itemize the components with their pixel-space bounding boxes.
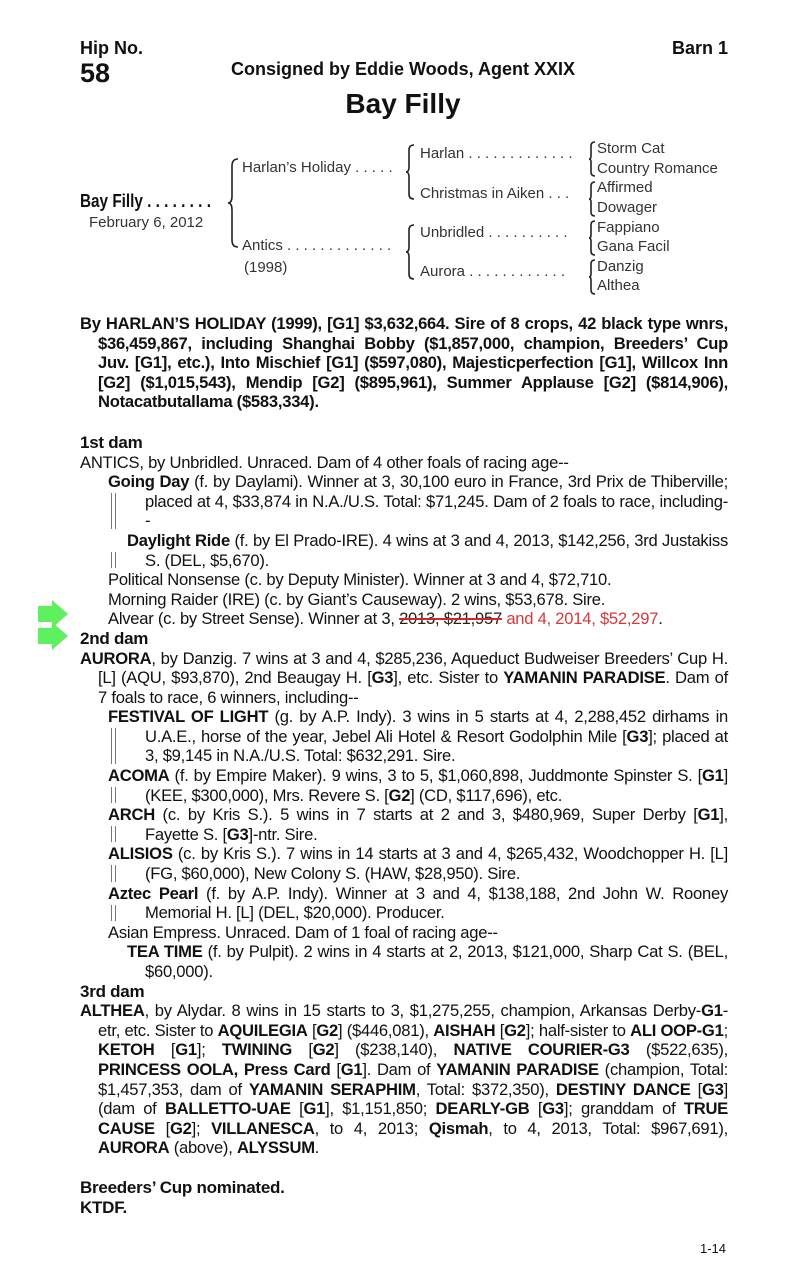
text: , by Alydar. 8 wins in 15 starts to 3, $1,275,255, champion, Arkansas Derby- [144, 1001, 702, 1021]
bold-text: FESTIVAL OF LIGHT [108, 707, 269, 727]
bold-text: ACOMA [108, 766, 170, 786]
text: (f. by El Prado-IRE). 4 wins at 3 and 4, 2013, $142,256, 3rd Justakiss S. (DEL, $5,670). [145, 530, 729, 570]
text: -etr, etc. Sister to [98, 1001, 728, 1040]
text: . [314, 1138, 320, 1158]
pedigree-brace [406, 224, 416, 280]
bold-text: ALI OOP-G1 [630, 1020, 724, 1040]
bold-text: BALLETTO-UAE [164, 1099, 291, 1119]
bold-text: G1 [701, 1001, 723, 1021]
barn-number: Barn 1 [671, 38, 728, 58]
pedigree-g3-2: Country Romance [597, 160, 718, 177]
text: ] (dam of [98, 1079, 728, 1119]
produce-entry [80, 472, 728, 531]
text: , to 4, 2013, Total: $967,691), [488, 1118, 728, 1138]
text: [ [330, 1059, 341, 1079]
bold-text: ALYSSUM [236, 1138, 315, 1158]
bold-text: TEA TIME [127, 942, 203, 962]
updated-text: and 4, 2014, $52,297 [501, 609, 659, 629]
produce-entry [80, 707, 728, 766]
text: ]-ntr. Sire. [248, 824, 318, 844]
text: . [658, 609, 663, 629]
produce-entry [80, 923, 728, 943]
pedigree-g3-1: Storm Cat [597, 140, 665, 157]
consignor: Consigned by Eddie Woods, Agent XXIX [230, 59, 576, 79]
produce-entry [80, 590, 728, 610]
text: Political Nonsense (c. by Deputy Minister). Winner at 3 and 4, $72,710. [108, 570, 612, 590]
text: ] (KEE, $300,000), Mrs. Revere S. [ [145, 766, 728, 805]
produce-entry [80, 884, 728, 923]
produce-entry [80, 766, 728, 805]
text: (g. by A.P. Indy). 3 wins in 5 starts at 4, 2,288,452 dirhams in U.A.E., horse of the year, Jebel Ali Hotel & Resort Godolphin Mile [ [145, 707, 728, 746]
text: ]; half-sister to [525, 1020, 631, 1040]
hip-number: 58 [80, 58, 111, 88]
text: , by Danzig. 7 wins at 3 and 4, $285,236, Aqueduct Budweiser Breeders’ Cup H. [L] (AQU, $93,870), 2nd Beaugay H. [ [98, 648, 728, 688]
female-family [80, 433, 728, 1158]
text: [ [154, 1040, 176, 1060]
text: [ [495, 1020, 505, 1040]
bold-text: DESTINY DANCE [555, 1079, 691, 1099]
bold-text: TRUE CAUSE [98, 1099, 728, 1138]
bold-text: G3 [542, 1099, 564, 1119]
bold-text: AURORA [98, 1138, 170, 1158]
text: Asian Empress. Unraced. Dam of 1 foal of racing age-- [108, 922, 498, 942]
page-number: 1-14 [699, 1241, 726, 1256]
pedigree-sire-dam: Christmas in Aiken . . . [420, 185, 570, 202]
text: ], Fayette S. [ [145, 805, 728, 844]
pedigree-brace [228, 158, 240, 248]
bold-text: PRINCESS OOLA, Press Card [98, 1059, 331, 1079]
bold-text: G1 [701, 766, 724, 786]
bold-text: KETOH [98, 1040, 155, 1060]
bold-text: NATIVE COURIER-G3 [453, 1040, 630, 1060]
text: (c. by Kris S.). 5 wins in 7 starts at 2 and 3, $480,969, Super Derby [ [154, 805, 698, 825]
pedigree-dam-year: (1998) [244, 259, 288, 276]
pedigree-g3-8: Althea [597, 277, 640, 294]
bold-text: G1 [303, 1099, 326, 1119]
text: ($522,635), [629, 1040, 728, 1060]
text: (f. by Daylami). Winner at 3, 30,100 euro in France, 3rd Prix de Thiberville; placed at 4, $33,874 in N.A./U.S. Total: $71,245. Dam of 2 foals to race, including-- [145, 472, 728, 531]
bold-text: DEARLY-GB [435, 1099, 530, 1119]
bold-text: ARCH [108, 805, 155, 825]
text: , to 4, 2013; [314, 1118, 429, 1138]
sire-summary: By HARLAN’S HOLIDAY (1999), [G1] $3,632,664. Sire of 8 crops, 42 black type wnrs, $36,459,867, including Shanghai Bobby ($1,857,000, champion, Breeders’ Cup Juv. [G1], etc.), Into Mischief [G1] ($597,080), Majesticperfection [G1], Willcox Inn [G2] ($1,015,543), Mendip [G2] ($895,961), Summer Applause [G2] ($814,906), Notacatbutallama ($583,334). [80, 314, 728, 412]
text: [ [529, 1099, 543, 1119]
bold-text: AISHAH [433, 1020, 496, 1040]
pedigree-g3-3: Affirmed [597, 179, 653, 196]
pedigree-sire-sire: Harlan . . . . . . . . . . . . . [420, 145, 573, 162]
bold-text: G2 [169, 1118, 192, 1138]
text: (f. by Pulpit). 2 wins in 4 starts at 2, 2013, $121,000, Sharp Cat S. (BEL, $60,000). [145, 942, 728, 981]
text: [ [690, 1079, 702, 1099]
dam-entry [80, 649, 728, 708]
bold-text: ALTHEA [80, 1001, 145, 1021]
bold-text: Aztec Pearl [108, 883, 199, 903]
text: ] ($446,081), [337, 1020, 434, 1040]
catalog-body [80, 314, 728, 1218]
text: ANTICS, by Unbridled. Unraced. Dam of 4 other foals of racing age-- [80, 452, 569, 472]
text: [ [307, 1020, 317, 1040]
text: (above), [169, 1138, 237, 1158]
produce-entry [80, 570, 728, 590]
bold-text: AURORA [80, 648, 152, 668]
text: ]; placed at 3, $9,145 in N.A./U.S. Total: $632,291. Sire. [145, 726, 728, 766]
bold-text: G1 [175, 1040, 197, 1060]
pedigree-braces-g3 [589, 141, 595, 297]
text: ], etc. Sister to [393, 668, 504, 688]
produce-entry [80, 609, 728, 629]
produce-entry [80, 531, 728, 570]
bold-text: G2 [504, 1020, 526, 1040]
text: (champion, Total: $1,457,353, dam of [98, 1059, 728, 1099]
pedigree-subject: Bay Filly . . . . . . . . [80, 191, 211, 211]
dam-entry [80, 453, 728, 473]
text: [ [292, 1040, 313, 1060]
text: ], $1,151,850; [325, 1099, 436, 1119]
struck-text: 2013, $21,957 [399, 609, 502, 629]
pedigree-dam-sire: Unbridled . . . . . . . . . . [420, 224, 568, 241]
text: ]; [196, 1040, 222, 1060]
bold-text: TWINING [221, 1040, 293, 1060]
pedigree-g3-6: Gana Facil [597, 238, 670, 255]
foaling-date: February 6, 2012 [89, 214, 204, 231]
text: Alvear (c. by Street Sense). Winner at 3, [108, 609, 400, 629]
update-arrow-icon [38, 600, 70, 652]
bold-text: YAMANIN SERAPHIM [248, 1079, 416, 1099]
bold-text: G3 [371, 668, 394, 688]
bold-text: G2 [316, 1020, 338, 1040]
pedigree-dam: Antics . . . . . . . . . . . . . [242, 237, 392, 254]
bold-text: Qismah [428, 1118, 489, 1138]
bold-text: G3 [626, 726, 649, 746]
text: ]; granddam of [563, 1099, 684, 1119]
bold-text: YAMANIN PARADISE [436, 1059, 599, 1079]
text: (f. by Empire Maker). 9 wins, 3 to 5, $1,060,898, Juddmonte Spinster S. [ [169, 766, 702, 786]
text: [ [290, 1099, 304, 1119]
bold-text: YAMANIN PARADISE [503, 668, 666, 688]
ktdf-note: KTDF. [80, 1197, 127, 1217]
text: , Total: $372,350), [415, 1079, 556, 1099]
page-title: Bay Filly [345, 88, 461, 119]
text: Morning Raider (IRE) (c. by Giant’s Causeway). 2 wins, $53,678. Sire. [108, 589, 606, 609]
text: [ [154, 1118, 170, 1138]
breeders-cup-note: Breeders’ Cup nominated. [80, 1177, 285, 1197]
pedigree-brace [406, 144, 416, 200]
pedigree-sire: Harlan’s Holiday . . . . . [242, 159, 393, 176]
section-heading: 3rd dam [80, 981, 145, 1001]
bold-text: Daylight Ride [127, 530, 230, 550]
bold-text: AQUILEGIA [217, 1020, 308, 1040]
produce-entry [80, 844, 728, 883]
bold-text: G2 [312, 1040, 335, 1060]
bold-text: Going Day [108, 472, 190, 492]
bold-text: VILLANESCA [211, 1118, 315, 1138]
text: ] ($238,140), [334, 1040, 454, 1060]
pedigree-g3-4: Dowager [597, 199, 658, 216]
text: ]; [191, 1118, 212, 1138]
text: (f. by A.P. Indy). Winner at 3 and 4, $138,188, 2nd John W. Rooney Memorial H. [L] (DEL, $20,000). Producer. [145, 883, 729, 923]
pedigree-g3-7: Danzig [597, 258, 644, 275]
produce-entry [80, 805, 728, 844]
text: ]. Dam of [362, 1059, 437, 1079]
text: . Dam of 7 foals to race, 6 winners, including-- [98, 668, 728, 707]
bold-text: G2 [388, 785, 411, 805]
section-heading: 2nd dam [80, 628, 149, 648]
bold-text: G3 [701, 1079, 724, 1099]
bold-text: ALISIOS [108, 844, 173, 864]
bold-text: G1 [697, 805, 720, 825]
bold-text: G1 [340, 1059, 363, 1079]
text: (c. by Kris S.). 7 wins in 14 starts at 3 and 4, $265,432, Woodchopper H. [L] (FG, $60,000), New Colony S. (HAW, $28,950). Sire. [145, 844, 728, 884]
text: ; [723, 1020, 728, 1040]
pedigree-g3-5: Fappiano [597, 219, 660, 236]
bold-text: G3 [226, 824, 249, 844]
text: ] (CD, $117,696), etc. [410, 785, 563, 805]
hip-label: Hip No. [80, 38, 143, 58]
pedigree-dam-dam: Aurora . . . . . . . . . . . . [420, 263, 566, 280]
dam-entry [80, 1001, 728, 1158]
section-heading: 1st dam [80, 432, 143, 452]
produce-entry [80, 942, 728, 981]
